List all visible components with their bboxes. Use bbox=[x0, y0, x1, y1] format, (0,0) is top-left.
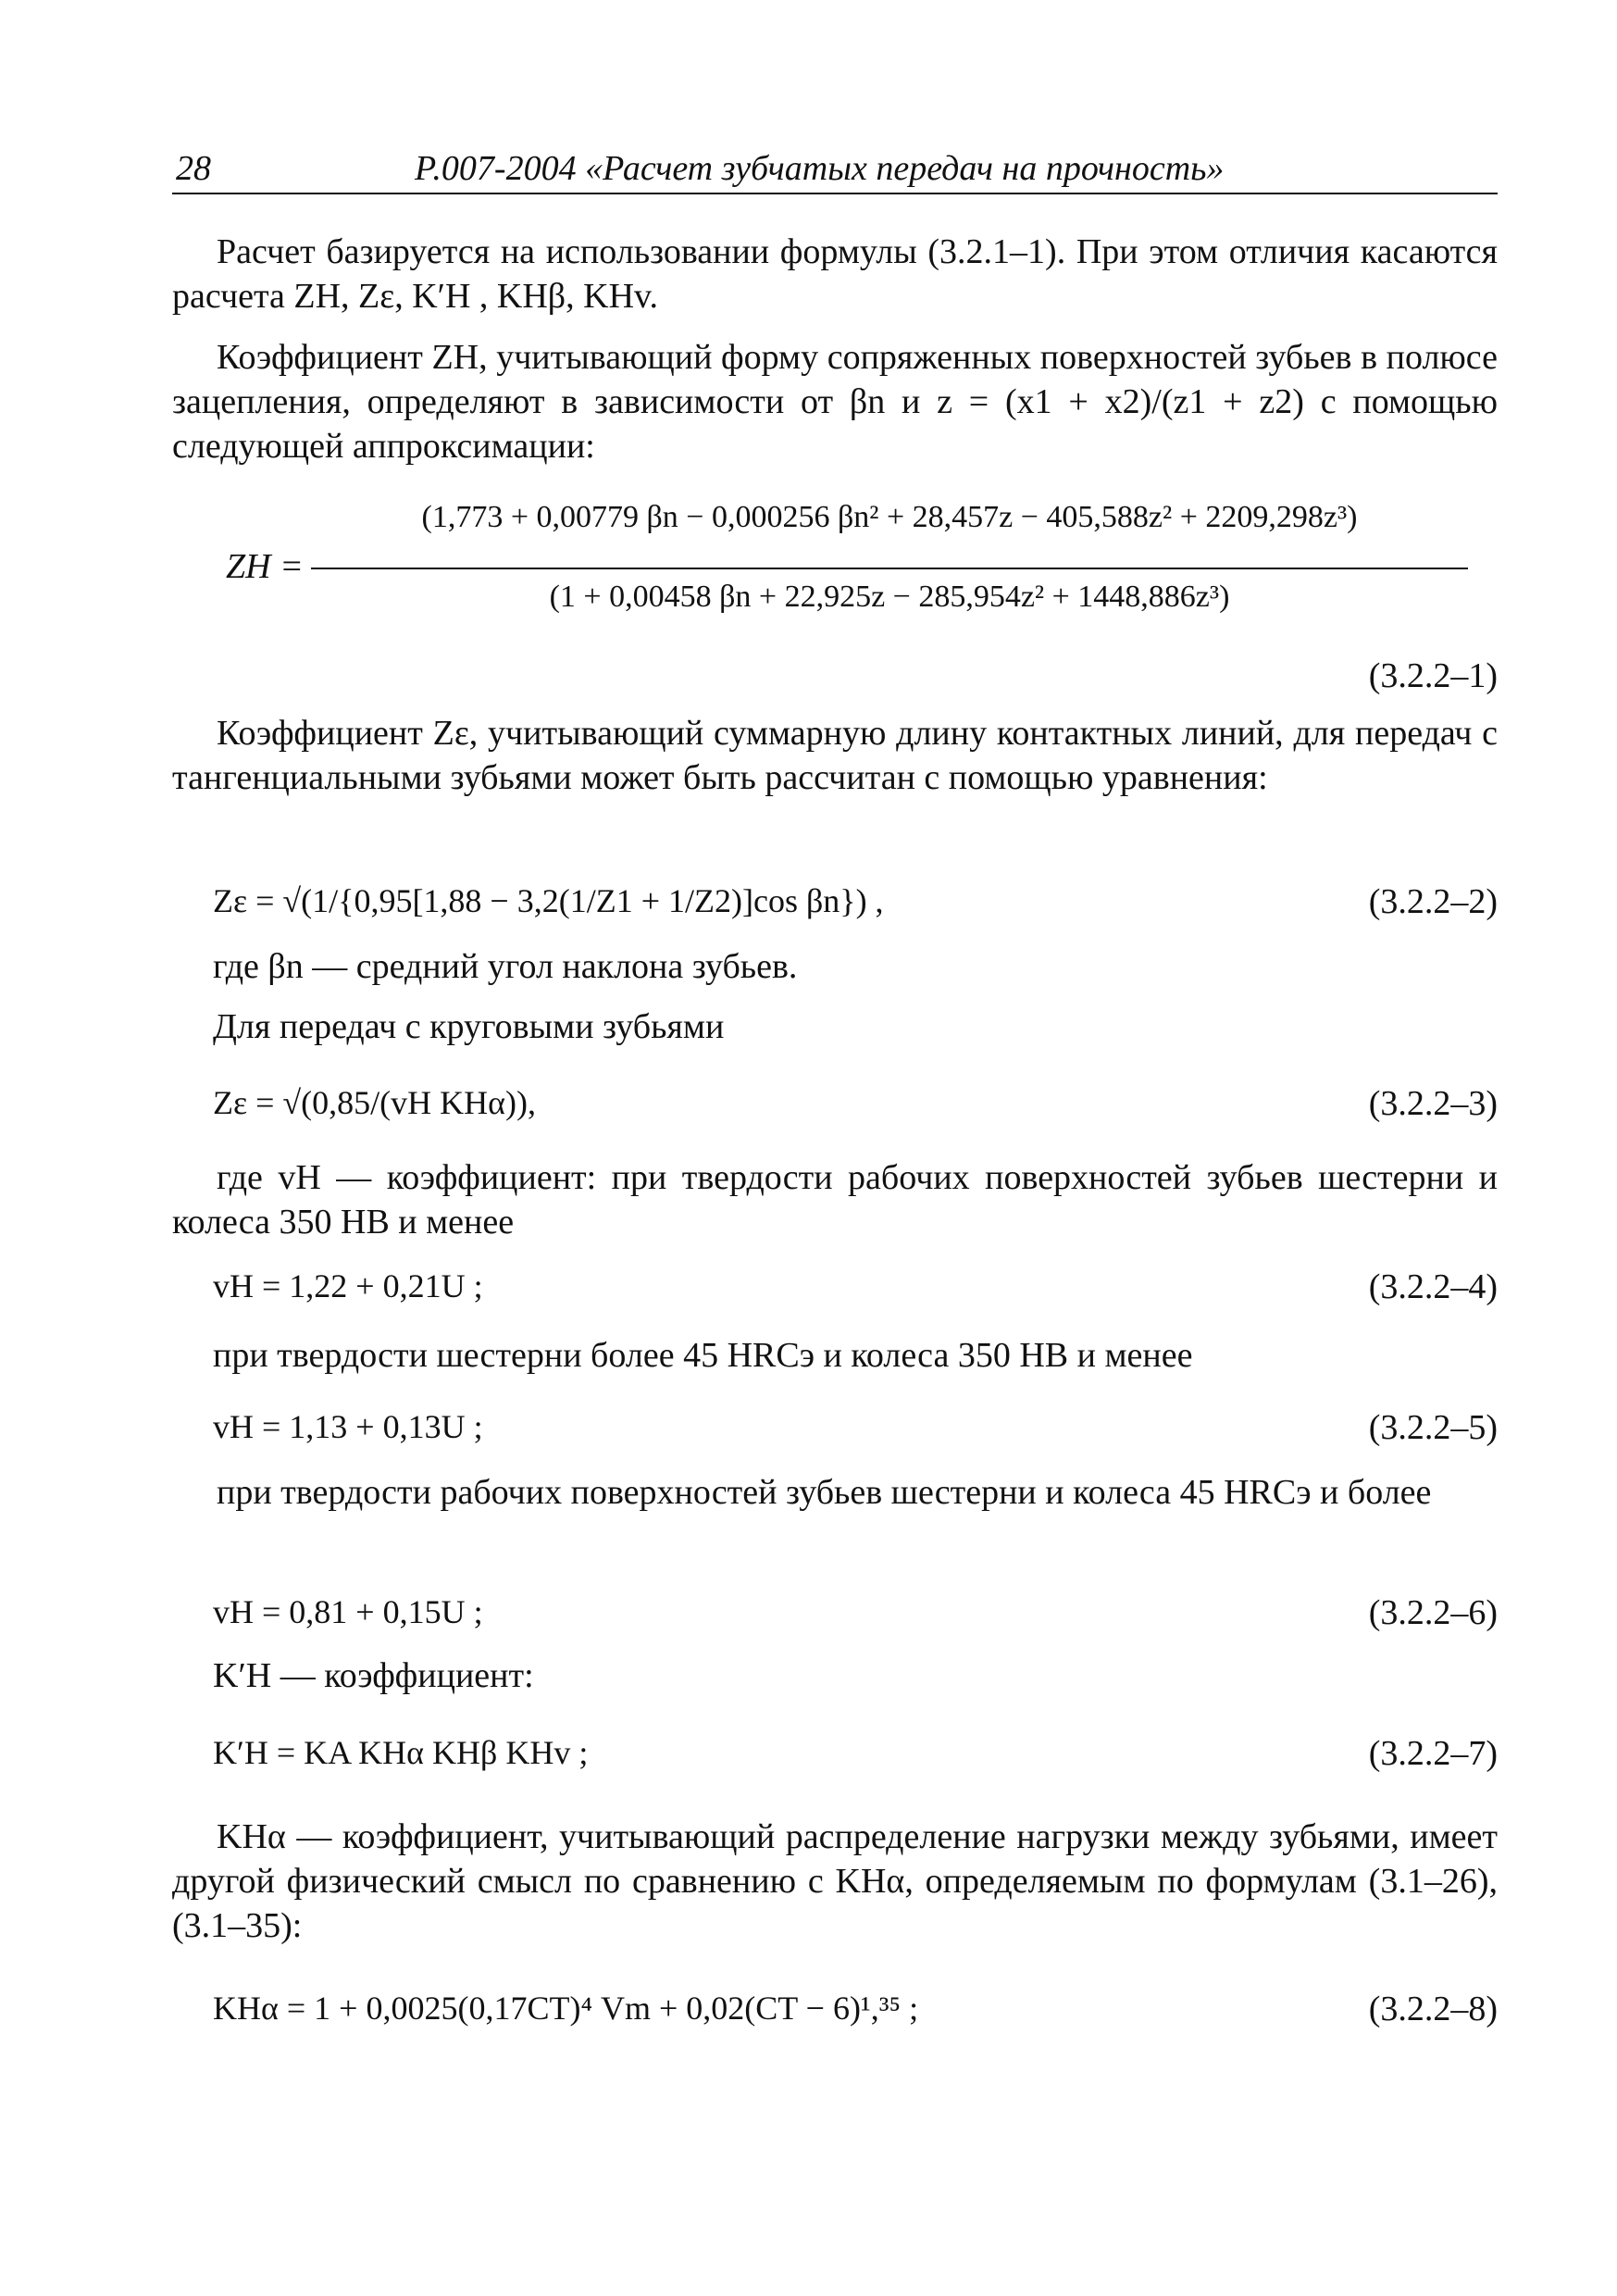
formula-vh-3: vН = 0,81 + 0,15U ; bbox=[213, 1593, 483, 1630]
formula-vh-2: vН = 1,13 + 0,13U ; bbox=[213, 1408, 483, 1445]
paragraph-zh-definition: Коэффициент ZН, учитывающий форму сопряженных поверхностей зубьев в полюсе зацепления, определяют в зависимости от βn и z = (x1 + x2)/(z1 + z2) с помощью следующей аппроксимации: bbox=[172, 338, 1498, 466]
formula-kha: KНα = 1 + 0,0025(0,17CT)⁴ Vm + 0,02(CT − 6)¹,³⁵ ; bbox=[213, 1990, 919, 2027]
fraction-bar bbox=[311, 568, 1468, 569]
formula-zh-fraction bbox=[311, 500, 1468, 648]
paragraph-circular-teeth: Для передач с круговыми зубьями bbox=[213, 1007, 725, 1046]
page-header bbox=[172, 148, 1498, 194]
paragraph-beta-note: где βn — средний угол наклона зубьев. bbox=[213, 947, 798, 986]
paragraph-kh-prime: K′Н — коэффициент: bbox=[213, 1656, 534, 1695]
equation-number-4: (3.2.2–4) bbox=[1368, 1267, 1498, 1306]
equation-number-1: (3.2.2–1) bbox=[1368, 656, 1498, 695]
paragraph-intro: Расчет базируется на использовании формулы (3.2.1–1). При этом отличия касаются расчета ZН, Zε, K′Н , KНβ, KНv. bbox=[172, 232, 1498, 316]
formula-zh-numerator: (1,773 + 0,00779 βn − 0,000256 βn² + 28,457z − 405,588z² + 2209,298z³) bbox=[421, 500, 1358, 534]
formula-ze-circular: Zε = √(0,85/(vН KНα)), bbox=[213, 1084, 536, 1121]
equation-number-3: (3.2.2–3) bbox=[1368, 1084, 1498, 1123]
equation-number-2: (3.2.2–2) bbox=[1368, 882, 1498, 921]
formula-vh-1: vН = 1,22 + 0,21U ; bbox=[213, 1267, 483, 1304]
paragraph-hardness-3: при твердости рабочих поверхностей зубьев шестерни и колеса 45 HRCэ и более bbox=[217, 1473, 1432, 1512]
equation-number-5: (3.2.2–5) bbox=[1368, 1408, 1498, 1447]
page-number: 28 bbox=[176, 149, 211, 188]
formula-zh-lhs: ZН = bbox=[226, 547, 304, 586]
paragraph-kha-definition: KНα — коэффициент, учитывающий распределение нагрузки между зубьями, имеет другой физический смысл по сравнению с KНα, определяемым по формулам (3.1–26), (3.1–35): bbox=[172, 1817, 1498, 1945]
equation-number-6: (3.2.2–6) bbox=[1368, 1593, 1498, 1632]
equation-number-7: (3.2.2–7) bbox=[1368, 1734, 1498, 1773]
formula-zh-denominator: (1 + 0,00458 βn + 22,925z − 285,954z² + 1448,886z³) bbox=[549, 580, 1230, 614]
paragraph-hardness-2: при твердости шестерни более 45 HRCэ и колеса 350 НВ и менее bbox=[213, 1336, 1193, 1375]
equation-number-8: (3.2.2–8) bbox=[1368, 1990, 1498, 2028]
formula-kh-prime: K′Н = KA KНα KНβ KНv ; bbox=[213, 1734, 589, 1771]
formula-ze-tangential: Zε = √(1/{0,95[1,88 − 3,2(1/Z1 + 1/Z2)]cos βn}) , bbox=[213, 882, 884, 919]
running-title: Р.007-2004 «Расчет зубчатых передач на прочность» bbox=[415, 149, 1225, 188]
paragraph-vh-definition: где vН — коэффициент: при твердости рабочих поверхностей зубьев шестерни и колеса 350 HB и менее bbox=[172, 1158, 1498, 1242]
paragraph-ze-definition: Коэффициент Zε, учитывающий суммарную длину контактных линий, для передач с тангенциальными зубьями может быть рассчитан с помощью уравнения: bbox=[172, 714, 1498, 797]
